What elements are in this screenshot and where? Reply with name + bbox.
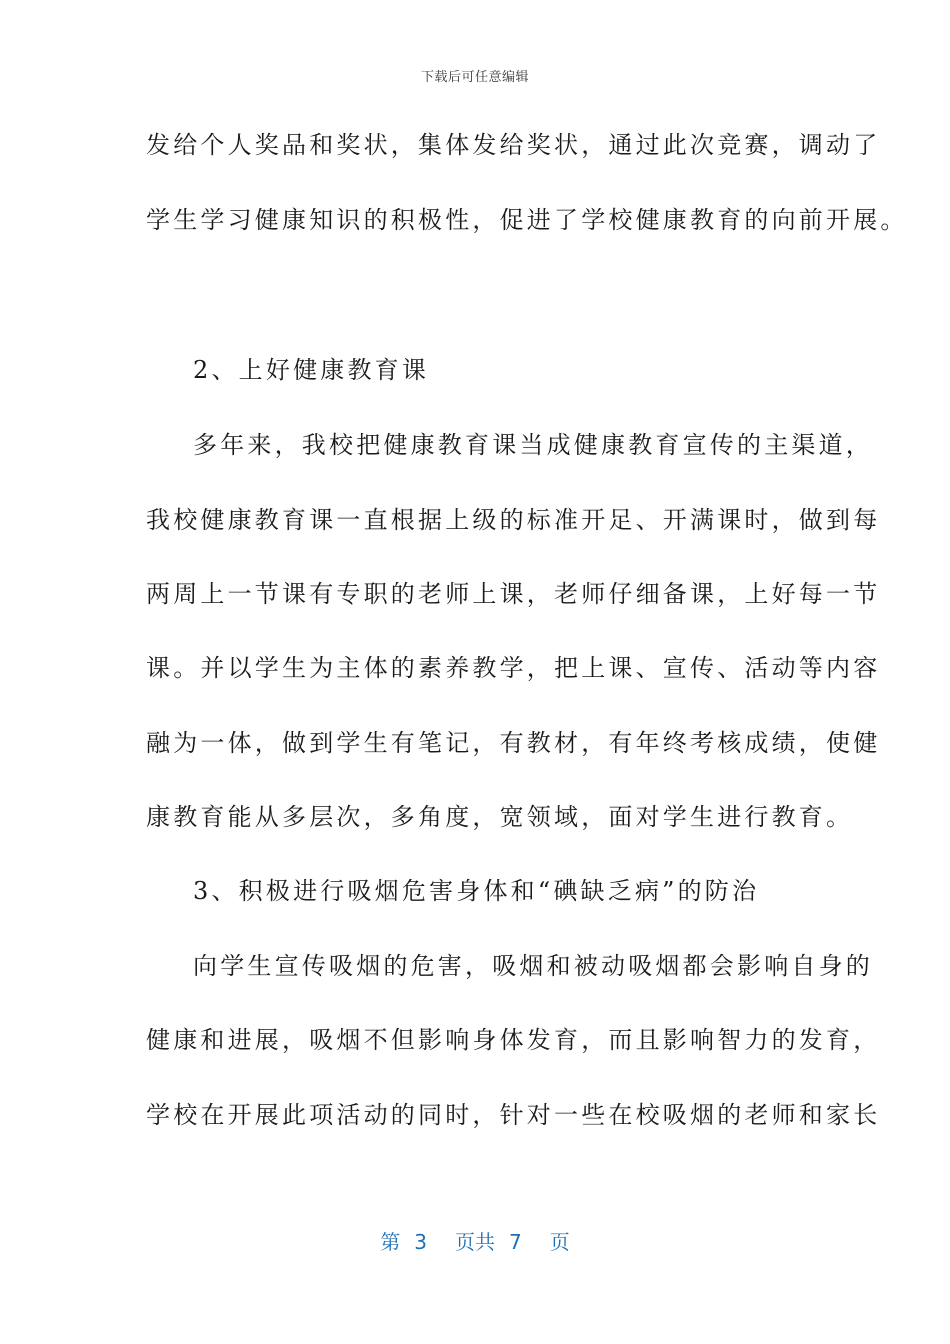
body-line: 学生学习健康知识的积极性，促进了学校健康教育的向前开展。	[146, 206, 908, 234]
body-line: 课。并以学生为主体的素养教学，把上课、宣传、活动等内容	[146, 654, 881, 682]
header-note: 下载后可任意编辑	[420, 70, 529, 85]
body-line: 健康和进展，吸烟不但影响身体发育，而且影响智力的发育，	[146, 1026, 881, 1054]
section-heading: 2、上好健康教育课	[193, 356, 430, 384]
total-pages-number: 7	[509, 1230, 522, 1254]
footer-prefix: 第	[380, 1230, 401, 1254]
body-line: 融为一体，做到学生有笔记，有教材，有年终考核成绩，使健	[146, 729, 881, 757]
section-heading: 3、积极进行吸烟危害身体和“碘缺乏病”的防治	[193, 877, 760, 905]
body-line: 两周上一节课有专职的老师上课，老师仔细备课，上好每一节	[146, 580, 881, 608]
current-page-number: 3	[414, 1230, 427, 1254]
body-line: 发给个人奖品和奖状，集体发给奖状，通过此次竞赛，调动了	[146, 131, 881, 159]
body-line: 康教育能从多层次，多角度，宽领域，面对学生进行教育。	[146, 803, 854, 831]
footer-middle: 页共	[455, 1230, 495, 1254]
body-line: 学校在开展此项活动的同时，针对一些在校吸烟的老师和家长	[146, 1101, 881, 1129]
body-line: 多年来，我校把健康教育课当成健康教育宣传的主渠道，	[193, 431, 873, 459]
body-line: 向学生宣传吸烟的危害，吸烟和被动吸烟都会影响自身的	[193, 952, 873, 980]
body-line: 我校健康教育课一直根据上级的标准开足、开满课时，做到每	[146, 506, 881, 534]
footer-suffix: 页	[549, 1230, 570, 1254]
page-footer	[0, 1226, 950, 1255]
